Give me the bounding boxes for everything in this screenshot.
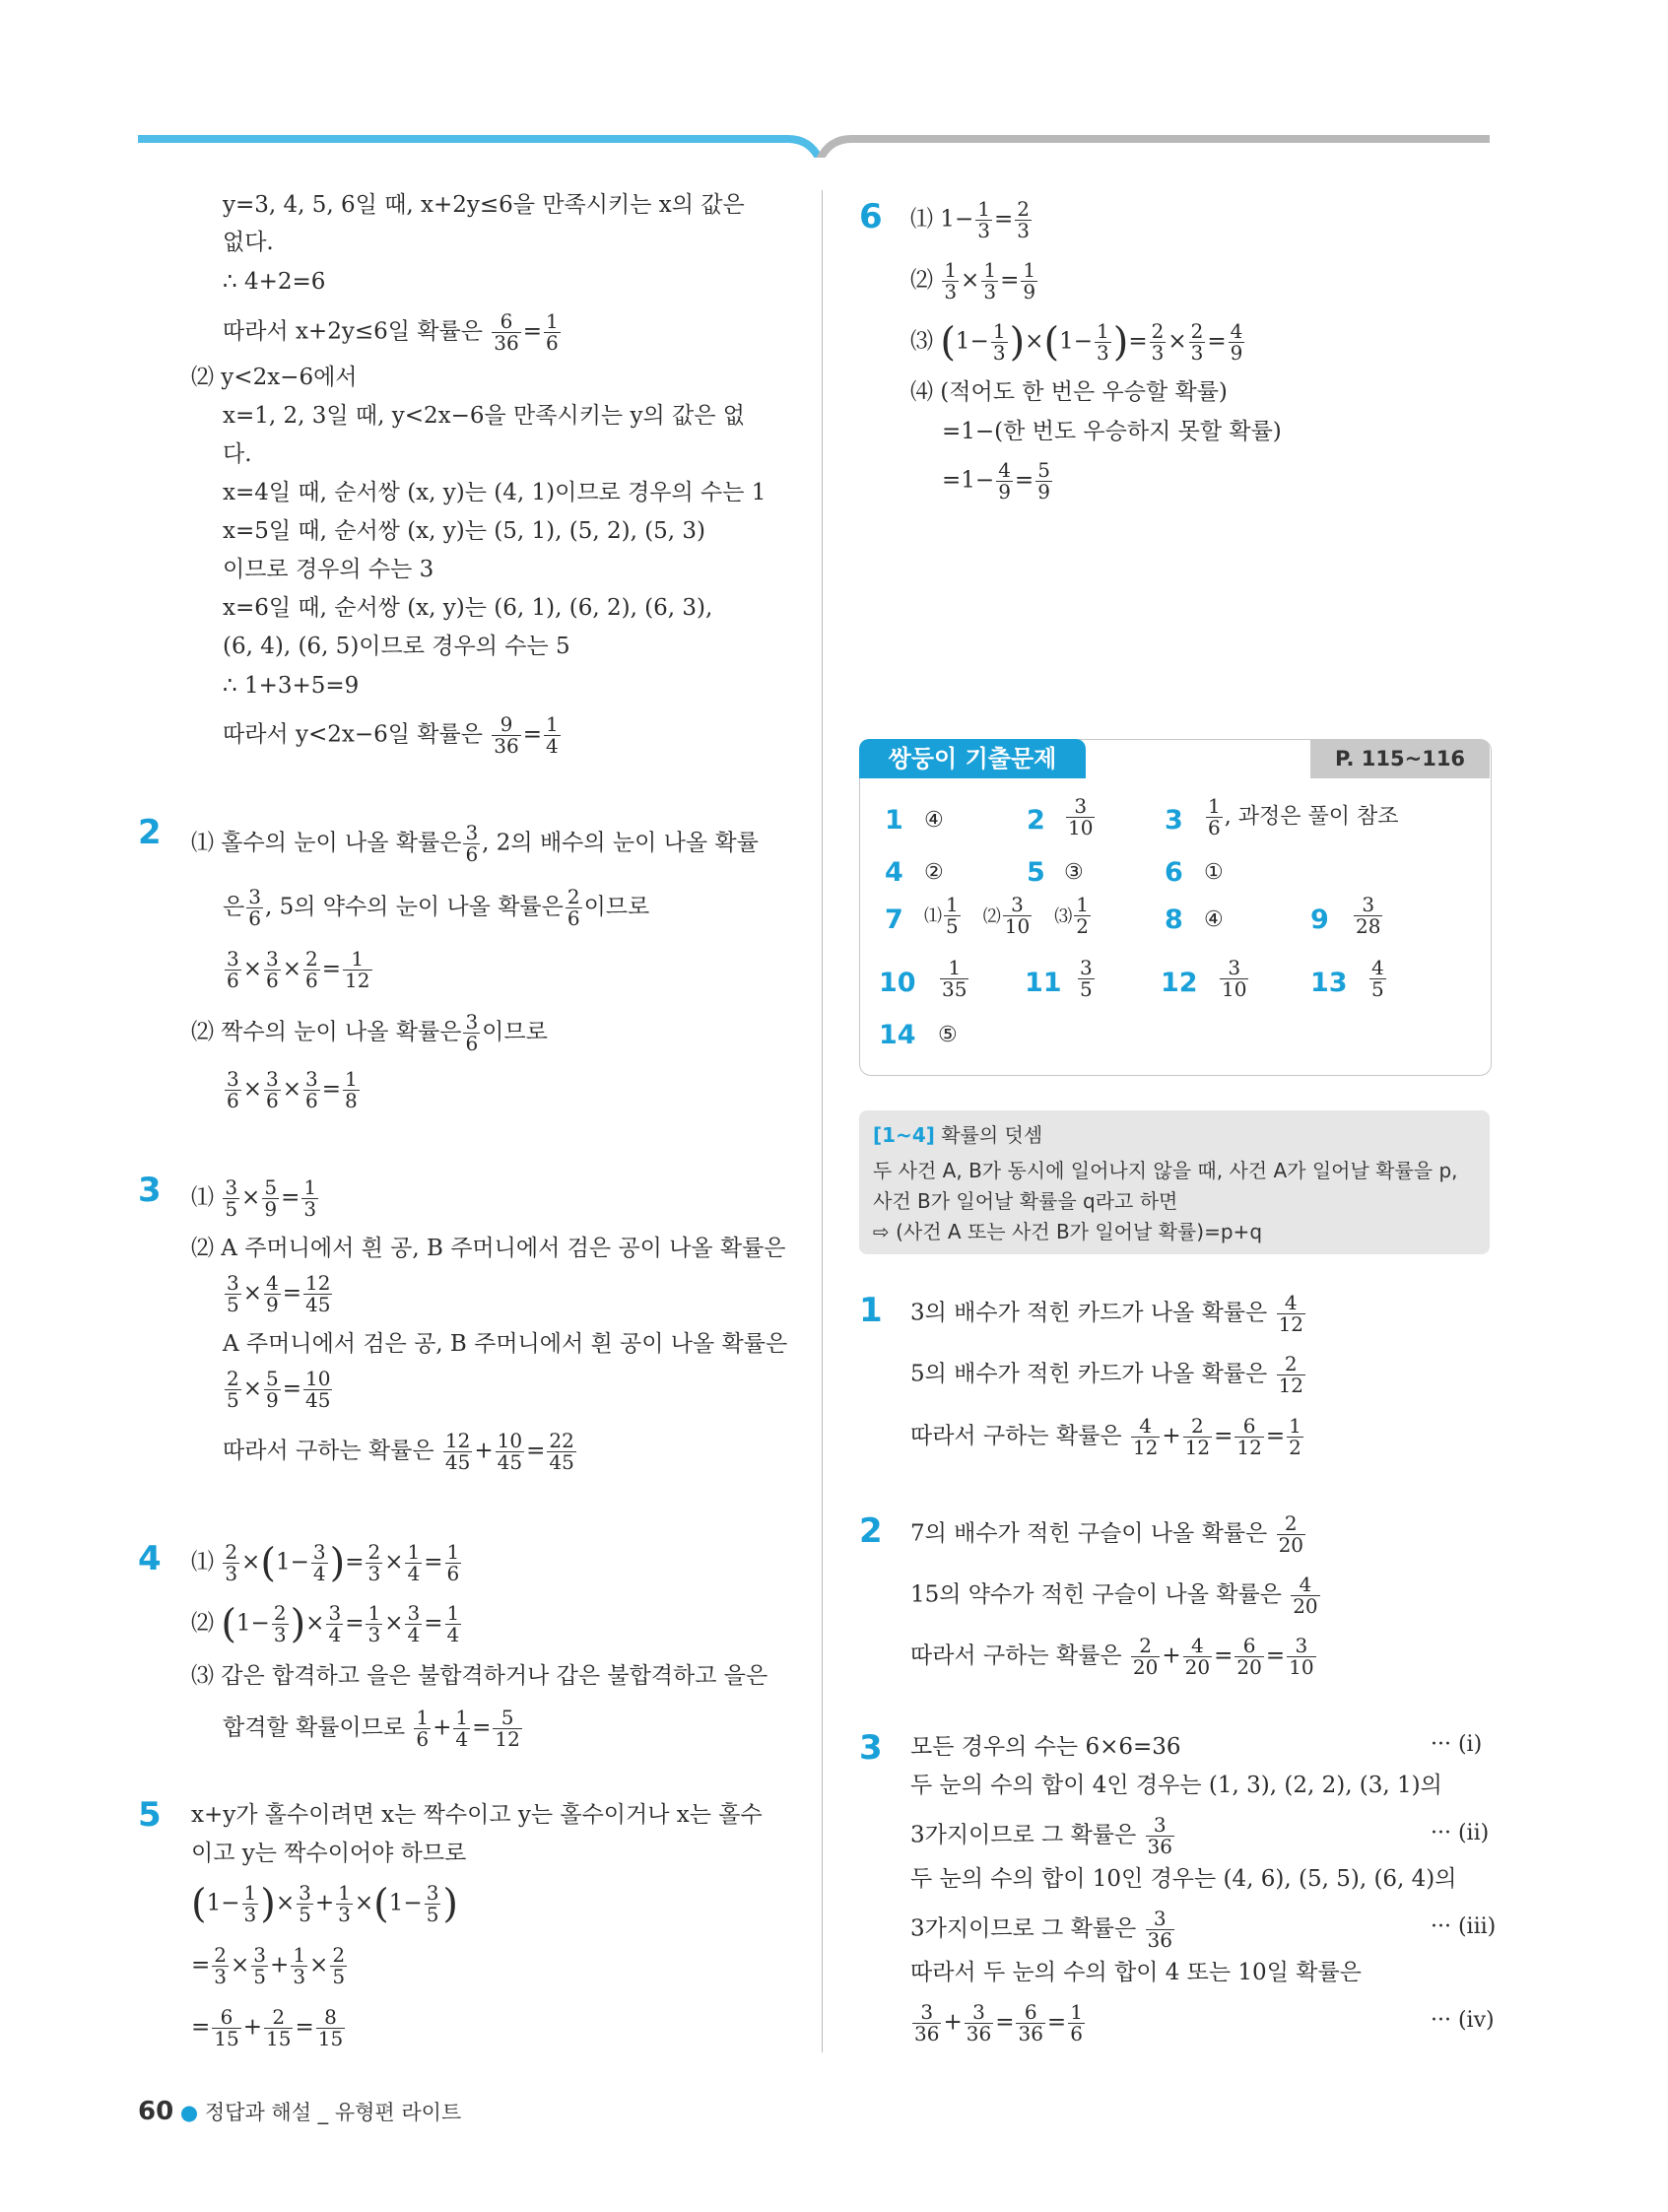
answer-number: 7 xyxy=(885,905,903,935)
problem-number: 4 xyxy=(138,1539,162,1578)
header-bar xyxy=(0,0,1668,158)
answer-number: 12 xyxy=(1161,968,1198,998)
equation-line: $\frac{2}{5}$ × $\frac{5}{9}$ = $\frac{10}{45}$ xyxy=(227,1367,331,1412)
equation-line: ⑵ 짝수의 눈이 나올 확률은 $\frac{3}{6}$ 이므로 xyxy=(191,1010,548,1055)
answer-value: $\frac{1}{35}$ xyxy=(942,956,967,1001)
problem-number: 3 xyxy=(138,1171,162,1210)
text-line: ⑵ A 주머니에서 흰 공, B 주머니에서 검은 공이 나올 확률은 xyxy=(191,1236,786,1261)
equation-line: 3가지이므로 그 확률은 $\frac{3}{36}$ xyxy=(910,1907,1172,1952)
tip-line: ⇨ (사건 A 또는 사건 B가 일어날 확률)=p+q xyxy=(873,1220,1263,1243)
problem-number: 3 xyxy=(859,1728,883,1768)
step-mark: ··· (ii) xyxy=(1431,1821,1490,1845)
equation-line: 은 $\frac{3}{6}$ , 5의 약수의 눈이 나올 확률은 $\frac{2}{6}$ 이므로 xyxy=(223,885,650,930)
answer-number: 8 xyxy=(1165,905,1183,935)
answer-value: $\frac{3}{5}$ xyxy=(1080,956,1093,1001)
answer-number: 13 xyxy=(1310,968,1348,998)
text-line: x=6일 때, 순서쌍 (x, y)는 (6, 1), (6, 2), (6, 3), xyxy=(223,595,713,621)
answer-value: ④ xyxy=(1204,907,1224,932)
equation-line: 따라서 x+2y≤6일 확률은 $\frac{6}{36}$ = $\frac{1}{6}$ xyxy=(223,309,559,355)
equation-line: $\frac{3}{6}$ × $\frac{3}{6}$ × $\frac{3}{6}$ = $\frac{1}{8}$ xyxy=(227,1067,358,1112)
equation-line: $\frac{3}{5}$ × $\frac{4}{9}$ = $\frac{12}{45}$ xyxy=(227,1271,331,1316)
page-range: P. 115~116 xyxy=(1310,739,1490,778)
equation-line: ⑴ $\frac{3}{5}$ × $\frac{5}{9}$ = $\frac{1}{3}$ xyxy=(191,1175,317,1221)
equation-line: 따라서 구하는 확률은 $\frac{4}{12}$ + $\frac{2}{12}$ = $\frac{6}{12}$ = $\frac{1}{2}$ xyxy=(910,1414,1301,1459)
text-line: =1−(한 번도 우승하지 못할 확률) xyxy=(942,419,1282,444)
equation-line: $\frac{3}{6}$ × $\frac{3}{6}$ × $\frac{2}{6}$ = $\frac{1}{12}$ xyxy=(227,947,370,992)
problem-number: 5 xyxy=(138,1795,162,1835)
problem-number: 2 xyxy=(859,1511,883,1551)
answer-number: 5 xyxy=(1027,857,1045,888)
answer-number: 9 xyxy=(1310,905,1329,935)
equation-line: 5의 배수가 적힌 카드가 나올 확률은 $\frac{2}{12}$ xyxy=(910,1352,1304,1397)
equation-line: 15의 약수가 적힌 구슬이 나올 확률은 $\frac{4}{20}$ xyxy=(910,1573,1318,1618)
problem-number: 2 xyxy=(138,813,162,852)
text-line: 이므로 경우의 수는 3 xyxy=(223,557,434,582)
equation-line: = $\frac{2}{3}$ × $\frac{3}{5}$ + $\frac{1}{3}$ × $\frac{2}{5}$ xyxy=(191,1943,346,1988)
equation-line: (1− $\frac{1}{3}$ )× $\frac{3}{5}$ + $\frac{1}{3}$ ×(1− $\frac{3}{5}$ ) xyxy=(191,1881,459,1927)
problem-number: 6 xyxy=(859,197,883,236)
equation-line: ⑶ (1− $\frac{1}{3}$ )×(1− $\frac{1}{3}$ )= $\frac{2}{3}$ × $\frac{2}{3}$ = $\frac{4}{9}$ xyxy=(910,319,1243,366)
equation-line: 합격할 확률이므로 $\frac{1}{6}$ + $\frac{1}{4}$ = $\frac{5}{12}$ xyxy=(223,1706,520,1751)
answer-number: 1 xyxy=(885,805,903,836)
answer-number: 2 xyxy=(1027,805,1045,836)
text-line: ⑵ y<2x−6에서 xyxy=(191,365,358,390)
text-line: x=5일 때, 순서쌍 (x, y)는 (5, 1), (5, 2), (5, 3) xyxy=(223,518,706,544)
answer-number: 3 xyxy=(1165,805,1183,836)
answer-value: $\frac{3}{10}$ xyxy=(1222,956,1247,1001)
text-line: 다. xyxy=(223,441,252,467)
answer-value: ② xyxy=(924,860,944,885)
equation-line: ⑵ $\frac{1}{3}$ × $\frac{1}{3}$ = $\frac{1}{9}$ xyxy=(910,258,1036,303)
answer-value: $\frac{4}{5}$ xyxy=(1371,956,1384,1001)
answer-number: 14 xyxy=(879,1020,916,1050)
equation-line: ⑴ 홀수의 눈이 나올 확률은 $\frac{3}{6}$ , 2의 배수의 눈이 나올 확률 xyxy=(191,821,759,866)
equation-line: ⑴ 1− $\frac{1}{3}$ = $\frac{2}{3}$ xyxy=(910,197,1030,242)
equation-line: 따라서 구하는 확률은 $\frac{12}{45}$ + $\frac{10}{45}$ = $\frac{22}{45}$ xyxy=(223,1429,574,1474)
answer-number: 11 xyxy=(1025,968,1062,998)
equation-line: $\frac{3}{36}$ + $\frac{3}{36}$ = $\frac{6}{36}$ = $\frac{1}{6}$ xyxy=(914,2000,1083,2045)
step-mark: ··· (iv) xyxy=(1431,2008,1495,2033)
answer-value: ③ xyxy=(1064,860,1084,885)
text-line: A 주머니에서 검은 공, B 주머니에서 흰 공이 나올 확률은 xyxy=(223,1331,788,1357)
answer-value: ⑴ $\frac{1}{5}$ ⑵ $\frac{3}{10}$ ⑶ $\frac{1}{2}$ xyxy=(924,893,1089,938)
tip-line: 사건 B가 일어날 확률을 q라고 하면 xyxy=(873,1189,1178,1213)
text-line: 두 눈의 수의 합이 10인 경우는 (4, 6), (5, 5), (6, 4)의 xyxy=(910,1866,1457,1892)
answer-number: 6 xyxy=(1165,857,1183,888)
equation-line: 따라서 구하는 확률은 $\frac{2}{20}$ + $\frac{4}{20}$ = $\frac{6}{20}$ = $\frac{3}{10}$ xyxy=(910,1634,1314,1679)
text-line: 따라서 두 눈의 수의 합이 4 또는 10일 확률은 xyxy=(910,1960,1362,1985)
text-line: x=4일 때, 순서쌍 (x, y)는 (4, 1)이므로 경우의 수는 1 xyxy=(223,480,767,505)
equation-line: ⑴ $\frac{2}{3}$ ×(1− $\frac{3}{4}$ )= $\frac{2}{3}$ × $\frac{1}{4}$ = $\frac{1}{6}$ xyxy=(191,1540,460,1586)
tip-line: 두 사건 A, B가 동시에 일어나지 않을 때, 사건 A가 일어날 확률을 p, xyxy=(873,1159,1458,1182)
answer-value: $\frac{1}{6}$ , 과정은 풀이 참조 xyxy=(1208,794,1399,839)
page-number: 60 xyxy=(138,2097,174,2126)
answer-value: ⑤ xyxy=(938,1023,958,1047)
text-line: 두 눈의 수의 합이 4인 경우는 (1, 3), (2, 2), (3, 1)의 xyxy=(910,1773,1442,1798)
equation-line: =1− $\frac{4}{9}$ = $\frac{5}{9}$ xyxy=(942,458,1050,503)
text-line: ∴ 1+3+5=9 xyxy=(223,673,360,699)
text-line: x+y가 홀수이려면 x는 짝수이고 y는 홀수이거나 x는 홀수 xyxy=(191,1802,763,1828)
answer-value: ① xyxy=(1204,860,1224,885)
text-line: ⑷ (적어도 한 번은 우승할 확률) xyxy=(910,379,1228,405)
text-line: 모든 경우의 수는 6×6=36 xyxy=(910,1734,1181,1760)
page-footer xyxy=(138,2097,461,2126)
answer-number: 4 xyxy=(885,857,903,888)
text-line: ⑶ 갑은 합격하고 을은 불합격하거나 갑은 불합격하고 을은 xyxy=(191,1663,768,1689)
step-mark: ··· (i) xyxy=(1431,1732,1483,1757)
equation-line: 3가지이므로 그 확률은 $\frac{3}{36}$ xyxy=(910,1813,1172,1858)
answer-value: ④ xyxy=(924,808,944,833)
footer-text: 정답과 해설 _ 유형편 라이트 xyxy=(204,2101,462,2124)
bullet-icon: ● xyxy=(179,2101,199,2124)
text-line: y=3, 4, 5, 6일 때, x+2y≤6을 만족시키는 x의 값은 xyxy=(223,192,745,218)
equation-line: = $\frac{6}{15}$ + $\frac{2}{15}$ = $\frac{8}{15}$ xyxy=(191,2005,344,2050)
text-line: 이고 y는 짝수이어야 하므로 xyxy=(191,1841,467,1866)
equation-line: 7의 배수가 적힌 구슬이 나올 확률은 $\frac{2}{20}$ xyxy=(910,1511,1304,1557)
answer-value: $\frac{3}{28}$ xyxy=(1356,893,1381,938)
answer-box-title: 쌍둥이 기출문제 xyxy=(859,739,1086,778)
tip-heading: [1~4] 확률의 덧셈 xyxy=(873,1123,1043,1147)
text-line: 없다. xyxy=(223,230,274,255)
equation-line: 3의 배수가 적힌 카드가 나올 확률은 $\frac{4}{12}$ xyxy=(910,1291,1304,1336)
text-line: ∴ 4+2=6 xyxy=(223,269,326,295)
answer-number: 10 xyxy=(879,968,916,998)
problem-number: 1 xyxy=(859,1291,883,1330)
text-line: (6, 4), (6, 5)이므로 경우의 수는 5 xyxy=(223,634,570,659)
equation-line: ⑵ (1− $\frac{2}{3}$ )× $\frac{3}{4}$ = $\frac{1}{3}$ × $\frac{3}{4}$ = $\frac{1}{4}$ xyxy=(191,1601,460,1647)
text-line: x=1, 2, 3일 때, y<2x−6을 만족시키는 y의 값은 없 xyxy=(223,403,745,429)
answer-value: $\frac{3}{10}$ xyxy=(1068,794,1094,839)
column-divider xyxy=(822,190,823,2052)
equation-line: 따라서 y<2x−6일 확률은 $\frac{9}{36}$ = $\frac{1}{4}$ xyxy=(223,712,559,758)
step-mark: ··· (iii) xyxy=(1431,1914,1497,1939)
